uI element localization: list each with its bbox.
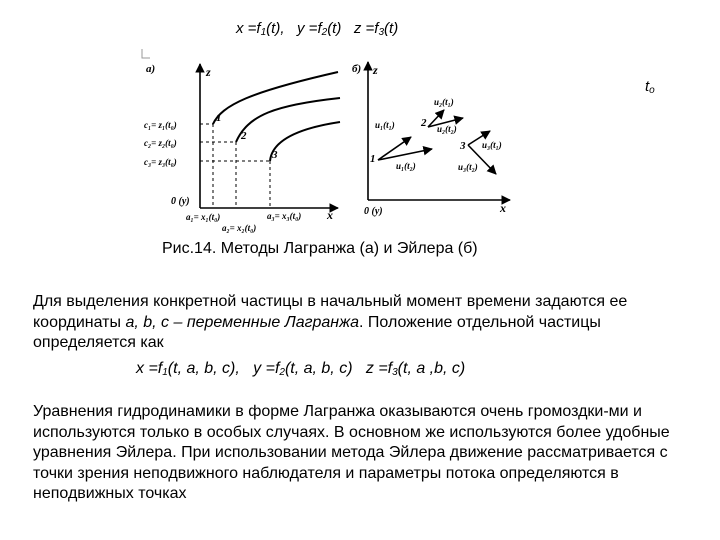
t0-sub: o bbox=[649, 85, 655, 96]
figure-b bbox=[352, 62, 510, 217]
fig-b-u1t1: u₁(t₁) bbox=[375, 120, 395, 130]
figure-caption: Рис.14. Методы Лагранжа (а) и Эйлера (б) bbox=[162, 240, 478, 257]
fig-a-point-2: 2 bbox=[241, 130, 247, 142]
fig-b-u2t2: u₂(t₂) bbox=[437, 124, 457, 134]
header-x: x =f bbox=[236, 20, 261, 37]
fig-a-panel-label: а) bbox=[146, 63, 156, 75]
fig-b-u3t1: u₃(t₁) bbox=[482, 140, 502, 150]
fig-a-point-1: 1 bbox=[216, 112, 222, 124]
header-z-arg: (t) bbox=[384, 20, 399, 37]
formula-x-arg: (t, a, b, c), bbox=[167, 360, 240, 377]
formula-x: x =f bbox=[136, 360, 163, 377]
fig-a-a1: a₁= x₁(t₀) bbox=[186, 212, 221, 222]
lagrange-formula bbox=[136, 360, 465, 378]
corner-mark-icon bbox=[142, 49, 150, 58]
header-y-arg: (t) bbox=[327, 20, 342, 37]
formula-z-arg: (t, a ,b, c) bbox=[397, 360, 466, 377]
fig-b-point-2: 2 bbox=[421, 117, 427, 129]
header-y: y =f bbox=[297, 20, 322, 37]
formula-z-sub: 3 bbox=[392, 367, 398, 378]
fig-a-trajectory-2 bbox=[236, 98, 340, 142]
fig-a-trajectory-3 bbox=[270, 122, 340, 161]
header-x-sub: 1 bbox=[260, 27, 267, 38]
fig-a-a3: a₃= x₃(t₀) bbox=[267, 211, 302, 221]
fig-a-axis-x-label: x bbox=[327, 208, 333, 222]
formula-y-arg: (t, a, b, c) bbox=[284, 360, 353, 377]
t0-t: t bbox=[645, 78, 650, 95]
fig-a-axis-z-label: z bbox=[206, 65, 211, 79]
paragraph-1-start: Для выделения конкретной частицы в начальный момент времени задаются ее координаты bbox=[33, 293, 628, 331]
fig-a-a2: a₂= x₂(t₀) bbox=[222, 223, 257, 233]
header-y-sub: 2 bbox=[321, 27, 328, 38]
fig-b-u1t2: u₁(t₂) bbox=[396, 161, 416, 171]
fig-a-origin: 0 (y) bbox=[171, 196, 190, 207]
header-z: z =f bbox=[353, 20, 379, 37]
paragraph-2: Уравнения гидродинамики в форме Лагранжа оказываются очень громоздки-ми и используются только в особых случаях. В основном же используются более удобные уравнения Эйлера. При использовании метода Эйлера движение рассматривается с точки зрения неподвижного наблюдателя и параметры потока определяются в неподвижных точках bbox=[33, 403, 670, 502]
fig-b-origin: 0 (y) bbox=[364, 206, 383, 217]
fig-a-point-3: 3 bbox=[272, 149, 278, 161]
header-z-sub: 3 bbox=[378, 27, 385, 38]
paragraph-1-vars: a, b, c – переменные Лагранжа bbox=[121, 313, 359, 331]
fig-b-u3t2: u₃(t₂) bbox=[458, 162, 478, 172]
formula-x-sub: 1 bbox=[162, 367, 168, 378]
formula-y: y =f bbox=[253, 360, 280, 377]
fig-b-point-3: 3 bbox=[460, 140, 466, 152]
fig-b-point-1: 1 bbox=[370, 153, 376, 165]
figure-a bbox=[144, 63, 340, 233]
formula-z: z =f bbox=[365, 360, 393, 377]
fig-b-axis-x-label: x bbox=[500, 201, 506, 215]
fig-b-axis-z-label: z bbox=[373, 63, 378, 77]
paragraph-1-end: . Положение отдельной частицы определяется как bbox=[33, 313, 601, 351]
fig-a-c2: c₂= z₂(t₀) bbox=[144, 138, 177, 148]
fig-a-c1: c₁= z₁(t₀) bbox=[144, 120, 177, 130]
fig-b-panel-label: б) bbox=[352, 63, 362, 75]
fig-a-trajectory-1 bbox=[213, 72, 338, 124]
fig-b-u2t1: u₂(t₁) bbox=[434, 97, 454, 107]
formula-y-sub: 2 bbox=[279, 367, 285, 378]
fig-a-c3: c₃= z₃(t₀) bbox=[144, 157, 177, 167]
header-x-arg: (t), bbox=[266, 20, 285, 37]
paragraph-1 bbox=[33, 292, 703, 354]
